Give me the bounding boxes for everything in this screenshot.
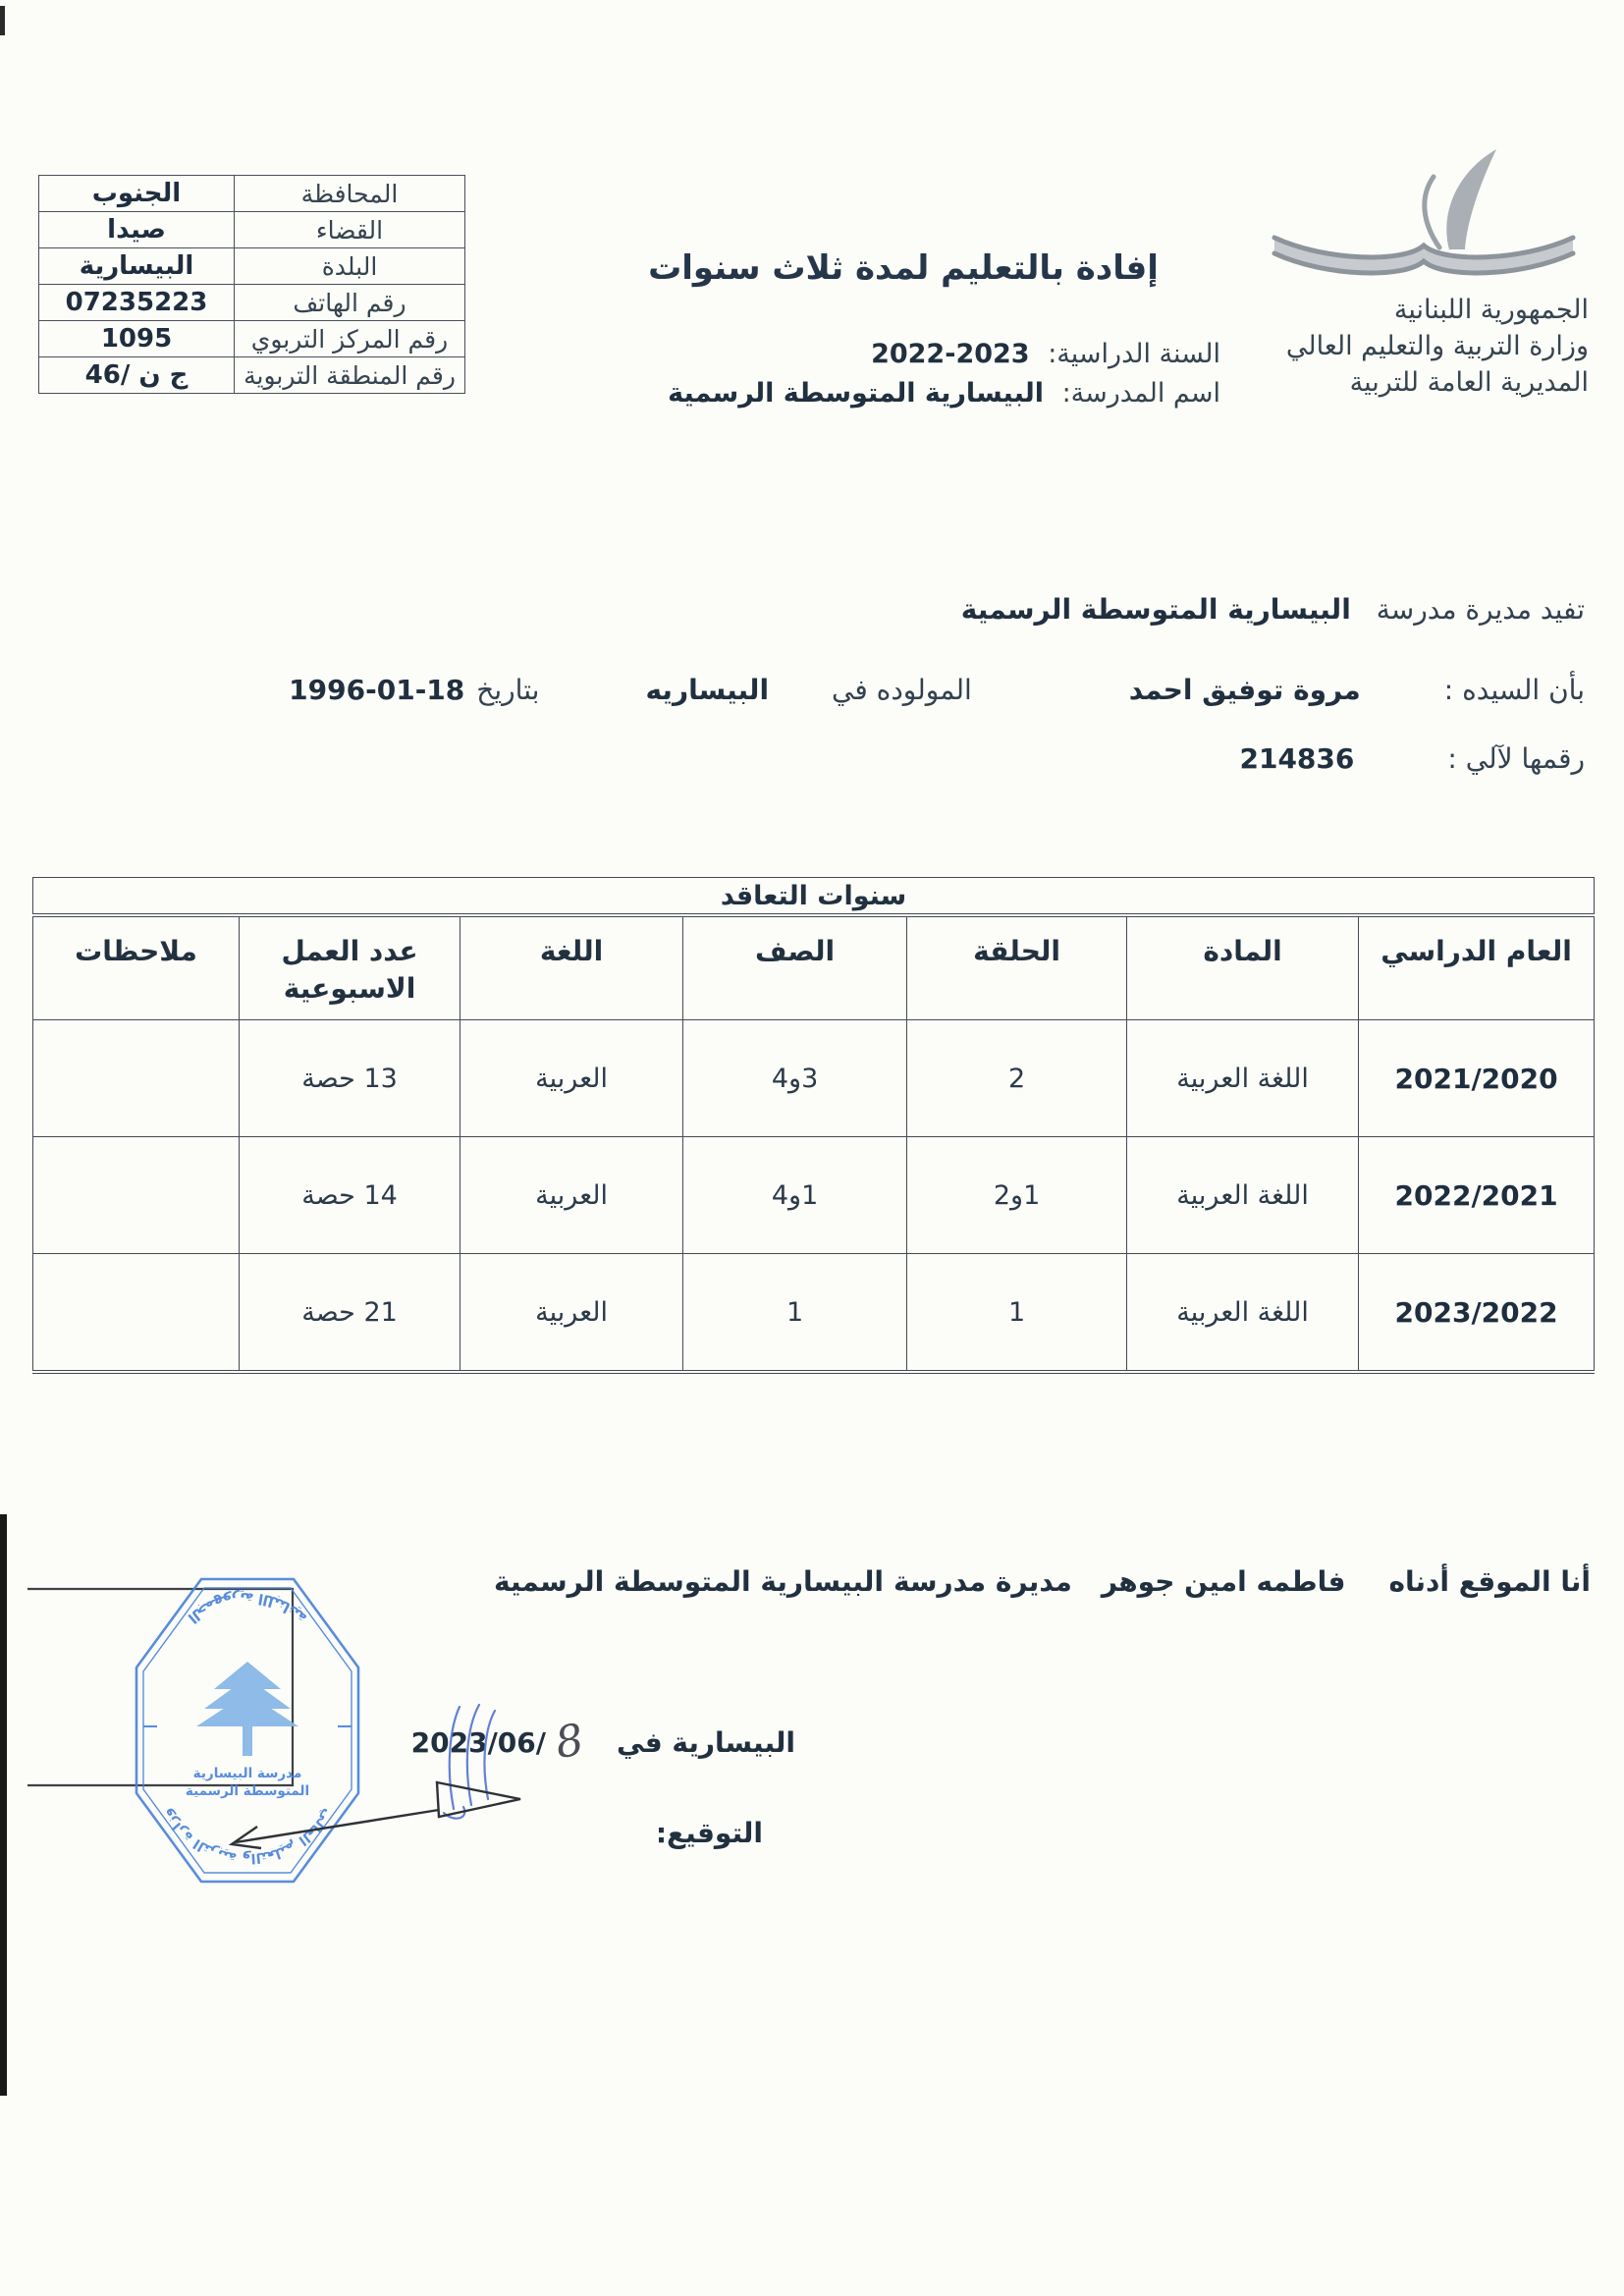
school-year-block: [668, 335, 1220, 413]
birth-date: 1996-01-18: [289, 674, 465, 706]
principal-name: فاطمه امين جوهر: [1101, 1565, 1346, 1598]
info-value: ج ن /46: [39, 357, 235, 394]
ministry-line-ministry: وزارة التربية والتعليم العالي: [1285, 331, 1589, 361]
open-book-icon: [1257, 143, 1591, 291]
table-row: [33, 1254, 1595, 1373]
info-label: رقم المركز التربوي: [235, 321, 465, 357]
page-title: إفادة بالتعليم لمدة ثلاث سنوات: [648, 248, 1159, 288]
principal-role: مديرة مدرسة: [893, 1565, 1072, 1598]
certify-line: [961, 593, 1585, 626]
col-cycle: الحلقة: [907, 915, 1127, 1020]
table-title: سنوات التعاقد: [33, 878, 1595, 916]
stamp-bottom-text: وزارة التربية والتعليم العالي: [158, 1805, 336, 1867]
teacher-line: [289, 674, 1585, 706]
cell-subject: اللغة العربية: [1127, 1137, 1359, 1254]
auto-number-value: 214836: [1239, 742, 1355, 775]
auto-number-label: رقمها لآلي :: [1447, 742, 1585, 775]
col-grade: الصف: [683, 915, 907, 1020]
cell-language: العربية: [460, 1254, 683, 1373]
table-row: [33, 1020, 1595, 1137]
contract-years-table: [32, 877, 1595, 1374]
cell-year: 2022/2021: [1359, 1137, 1595, 1254]
ministry-logo: [1257, 143, 1591, 291]
cell-notes: [33, 1020, 240, 1137]
info-label: رقم المنطقة التربوية: [235, 357, 465, 394]
cell-notes: [33, 1254, 240, 1373]
official-stamp: [136, 1579, 358, 1882]
info-value: الجنوب: [39, 176, 235, 212]
cell-subject: اللغة العربية: [1127, 1020, 1359, 1137]
auto-number-line: [1239, 742, 1585, 775]
scan-edge-mark: [0, 6, 5, 35]
col-language: اللغة: [460, 915, 683, 1020]
info-value: صيدا: [39, 212, 235, 248]
certify-prefix: تفيد مديرة مدرسة: [1376, 593, 1585, 626]
info-label: البلدة: [235, 248, 465, 285]
info-label: المحافظة: [235, 176, 465, 212]
declaration-line: [494, 1565, 1591, 1598]
school-name-label: اسم المدرسة:: [1061, 378, 1220, 409]
info-label: رقم الهاتف: [235, 285, 465, 321]
ministry-line-directorate: المديرية العامة للتربية: [1349, 367, 1589, 398]
cell-year: 2021/2020: [1359, 1020, 1595, 1137]
table-row: [39, 357, 465, 394]
table-row: [39, 248, 465, 285]
school-name-value: البيسارية المتوسطة الرسمية: [668, 378, 1044, 409]
school-year-line: [668, 335, 1220, 374]
date-month-year: 2023/06/: [410, 1726, 546, 1759]
cell-weekly: 21 حصة: [240, 1254, 460, 1373]
district-info-table: [38, 175, 465, 394]
place-date-label: البيسارية في: [617, 1726, 795, 1759]
col-subject: المادة: [1127, 915, 1359, 1020]
table-row: [39, 176, 465, 212]
ministry-header: [1286, 292, 1589, 401]
stamp-zone: [0, 1532, 589, 1944]
cedar-icon: [196, 1662, 298, 1756]
cell-subject: اللغة العربية: [1127, 1254, 1359, 1373]
declaration-school: البيسارية المتوسطة الرسمية: [493, 1565, 884, 1598]
cell-grade: 3و4: [683, 1020, 907, 1137]
pen-signature-blue: [444, 1705, 495, 1819]
cell-grade: 1و4: [683, 1137, 907, 1254]
cell-grade: 1: [683, 1254, 907, 1373]
col-notes: ملاحظات: [33, 915, 240, 1020]
declaration-prefix: أنا الموقع أدناه: [1388, 1565, 1591, 1598]
table-row: [33, 1137, 1595, 1254]
stamp-school-line2: المتوسطة الرسمية: [185, 1783, 310, 1799]
info-value: 1095: [39, 321, 235, 357]
school-name-line: [668, 374, 1220, 413]
school-year-value: 2023-2022: [871, 339, 1030, 369]
col-school-year: العام الدراسي: [1359, 915, 1595, 1020]
ministry-line-republic: الجمهورية اللبنانية: [1393, 295, 1589, 325]
certify-school-name: البيسارية المتوسطة الرسمية: [960, 593, 1351, 626]
born-date-label: بتاريخ: [476, 674, 540, 706]
cell-language: العربية: [460, 1020, 683, 1137]
stamp-top-text: الجمهورية اللبنانية: [184, 1589, 311, 1627]
cell-cycle: 1: [907, 1254, 1127, 1373]
cell-cycle: 2: [907, 1020, 1127, 1137]
cell-cycle: 1و2: [907, 1137, 1127, 1254]
table-row: [39, 321, 465, 357]
cell-language: العربية: [460, 1137, 683, 1254]
cell-weekly: 13 حصة: [240, 1020, 460, 1137]
table-title-row: [33, 878, 1595, 916]
signature-label: التوقيع:: [655, 1817, 763, 1849]
table-header-row: [33, 915, 1595, 1020]
madam-label: بأن السيده :: [1443, 674, 1585, 706]
handwritten-day: 8: [551, 1714, 588, 1770]
info-value: البيسارية: [39, 248, 235, 285]
school-year-label: السنة الدراسية:: [1048, 339, 1220, 369]
col-weekly-load: عدد العمل الاسبوعية: [240, 915, 460, 1020]
birthplace: البيساريه: [645, 674, 770, 706]
info-label: القضاء: [235, 212, 465, 248]
cell-weekly: 14 حصة: [240, 1137, 460, 1254]
cell-notes: [33, 1137, 240, 1254]
info-value: 07235223: [39, 285, 235, 321]
table-row: [39, 285, 465, 321]
stamp-school-line1: مدرسة البيسارية: [192, 1766, 302, 1781]
teacher-name: مروة توفيق احمد: [1128, 674, 1361, 706]
table-row: [39, 212, 465, 248]
born-in-label: المولوده في: [832, 674, 972, 706]
cell-year: 2023/2022: [1359, 1254, 1595, 1373]
